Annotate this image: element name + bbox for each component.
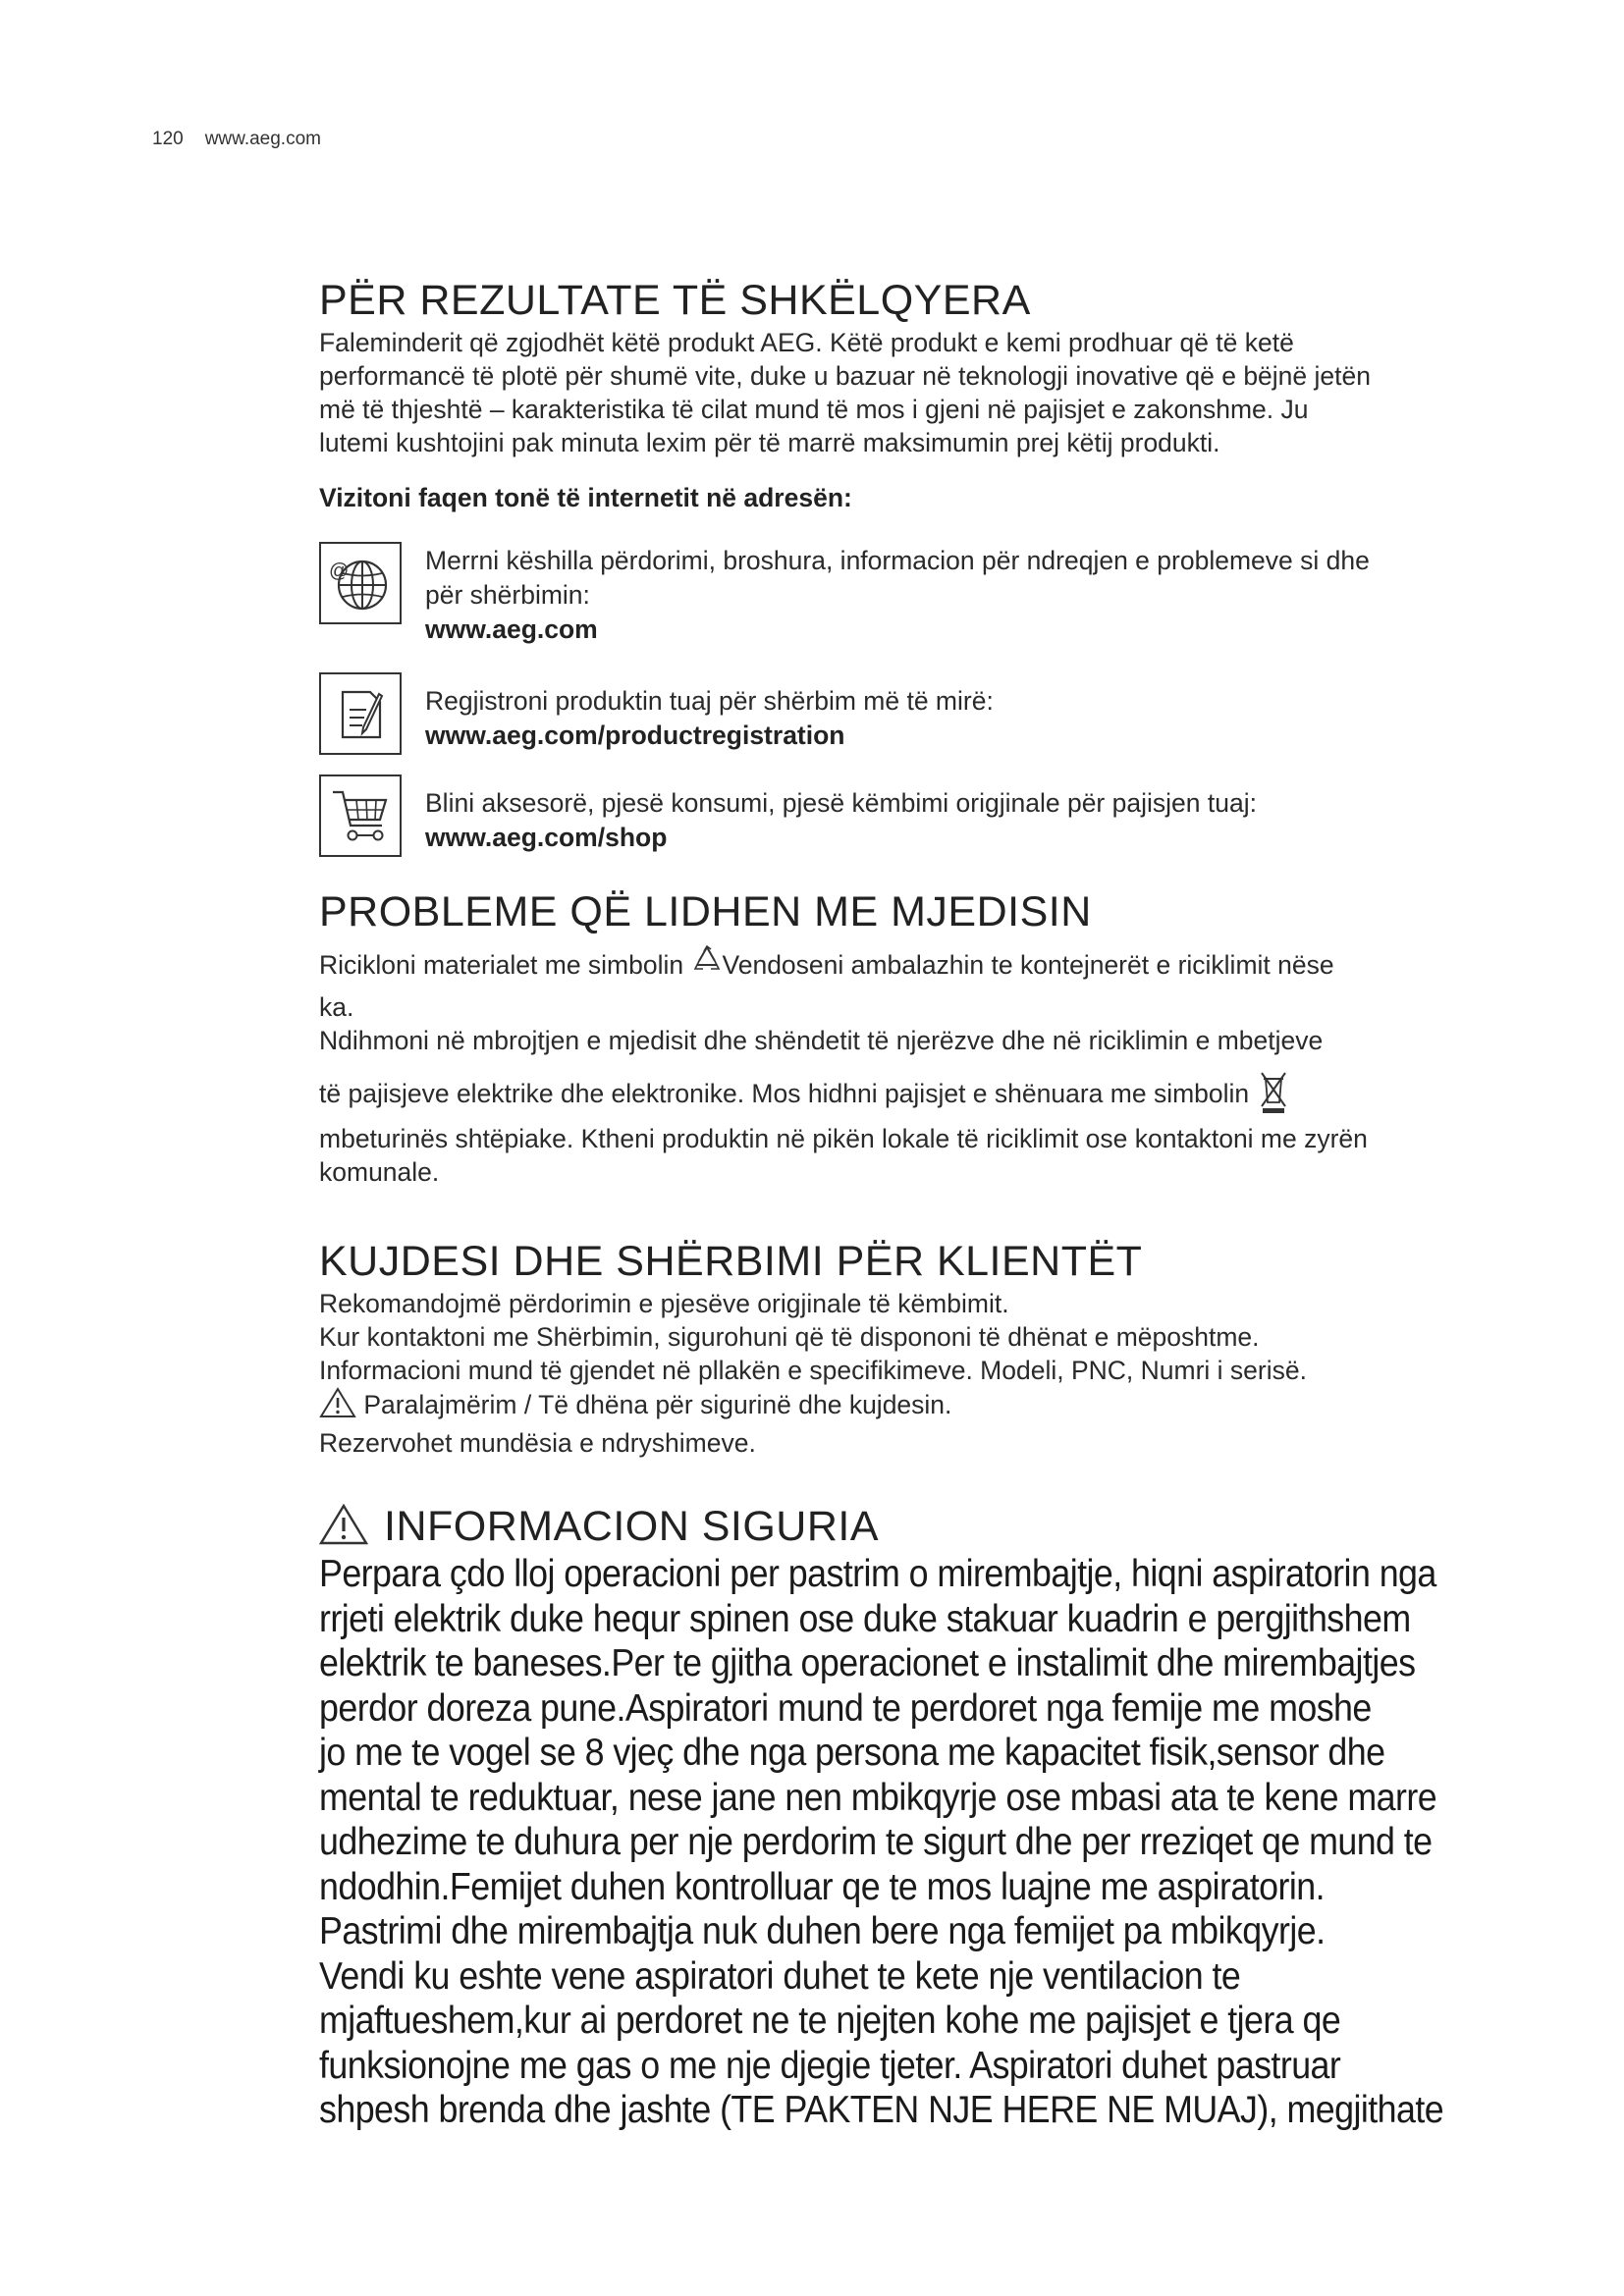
section-title-environment: PROBLEME QË LIDHEN ME MJEDISIN [319, 888, 1092, 935]
text-line: më të thjeshtë – karakteristika të cilat mund të mos i gjeni në pajisjet e zakonshme. Ju [319, 395, 1309, 424]
text-line: Regjistroni produktin tuaj për shërbim më të mirë: [425, 686, 994, 716]
text-line: Rezervohet mundësia e ndryshimeve. [319, 1428, 756, 1458]
intro-paragraph [319, 326, 1507, 459]
text-line: Perpara çdo lloj operacioni per pastrim o mirembajtje, hiqni aspiratorin nga [319, 1553, 1436, 1595]
text-line: Faleminderit që zgjodhët këtë produkt AEG. Këtë produkt e kemi prodhuar që të ketë [319, 328, 1294, 357]
svg-text:@: @ [329, 561, 350, 582]
text-line: komunale. [319, 1157, 440, 1187]
section-title-results: PËR REZULTATE TË SHKËLQYERA [319, 277, 1031, 324]
text-line: elektrik te baneses.Per te gjitha operacionet e instalimit dhe mirembajtjes [319, 1642, 1416, 1684]
recycle-icon [691, 943, 723, 990]
text-segment: Ricikloni materialet me simbolin [319, 950, 684, 980]
text-line: rrjeti elektrik duke hequr spinen ose duke stakuar kuadrin e pergjithshem [319, 1597, 1411, 1640]
text-line: Informacioni mund të gjendet në pllakën e specifikimeve. Modeli, PNC, Numri i serisë. [319, 1356, 1307, 1385]
text-segment: Vendoseni ambalazhin te kontejnerët e riciklimit nëse [722, 950, 1334, 980]
text-line: mjaftueshem,kur ai perdoret ne te njejten kohe me pajisjet e tjera qe [319, 2000, 1341, 2042]
text-line: ka. [319, 992, 354, 1022]
warning-icon [319, 1504, 384, 1550]
visit-label: Vizitoni faqen tonë të internetit në adresën: [319, 483, 852, 512]
text-line: performancë të plotë për shumë vite, duke u bazuar në teknologji inovative që e bëjnë jetën [319, 361, 1371, 391]
text-line [319, 943, 1507, 990]
text-line: mbeturinës shtëpiake. Ktheni produktin në pikën lokale të riciklimit ose kontaktoni me zyrën [319, 1124, 1368, 1153]
text-line: ndodhin.Femijet duhen kontrolluar qe te mos luajne me aspiratorin. [319, 1865, 1326, 1908]
text-line: Ndihmoni në mbrojtjen e mjedisit dhe shëndetit të njerëzve dhe në riciklimin e mbetjeve [319, 1026, 1324, 1055]
safety-title-row [319, 1501, 1507, 1552]
customer-care-section [319, 1236, 1507, 1460]
text-line [319, 1387, 1507, 1426]
link-row-registration [319, 672, 1507, 755]
text-line: Merrni këshilla përdorimi, broshura, informacion për ndreqjen e problemeve si dhe [425, 546, 1370, 575]
section-title-customer-care: KUJDESI DHE SHËRBIMI PËR KLIENTËT [319, 1238, 1143, 1285]
text-line: mental te reduktuar, nese jane nen mbikqyrje ose mbasi ata te kene marre [319, 1776, 1437, 1819]
section-title-safety: INFORMACION SIGURIA [384, 1503, 880, 1550]
link-text-support [425, 542, 1370, 647]
globe-icon [319, 542, 402, 624]
register-icon [319, 672, 402, 755]
safety-paragraph [319, 1552, 1515, 2133]
page-content [319, 275, 1507, 2133]
url-link-registration[interactable]: www.aeg.com/productregistration [425, 721, 845, 750]
text-line: perdor doreza pune.Aspiratori mund te perdoret nga femije me moshe [319, 1686, 1372, 1730]
url-link-shop[interactable]: www.aeg.com/shop [425, 823, 668, 852]
text-line: lutemi kushtojini pak minuta lexim për të marrë maksimumin prej këtij produkti. [319, 428, 1220, 457]
text-segment: të pajisjeve elektrike dhe elektronike. Mos hidhni pajisjet e shënuara me simbolin [319, 1079, 1250, 1108]
text-line: për shërbimin: [425, 580, 590, 610]
cart-icon [319, 774, 402, 857]
page-header [152, 129, 321, 150]
safety-section [319, 1501, 1507, 2133]
text-segment: Paralajmërim / Të dhëna për sigurinë dhe kujdesin. [363, 1390, 952, 1419]
text-line: shpesh brenda dhe jashte (TE PAKTEN NJE HERE NE MUAJ), megjithate [319, 2089, 1444, 2131]
text-line: Kur kontaktoni me Shërbimin, sigurohuni që të dispononi të dhënat e mëposhtme. [319, 1322, 1260, 1352]
page-number: 120 [152, 129, 184, 149]
text-line: Vendi ku eshte vene aspiratori duhet te kete nje ventilacion te [319, 1954, 1241, 1998]
link-row-support [319, 542, 1507, 647]
link-text-registration [425, 672, 994, 753]
text-line: jo me te vogel se 8 vjeç dhe nga persona me kapacitet fisik,sensor dhe [319, 1732, 1385, 1774]
warning-icon [319, 1387, 356, 1426]
environment-section [319, 886, 1507, 1189]
weee-bin-icon [1257, 1069, 1290, 1122]
link-text-shop [425, 774, 1257, 855]
text-line [319, 1069, 1507, 1122]
link-row-shop [319, 774, 1507, 857]
text-line: Blini aksesorë, pjesë konsumi, pjesë këmbimi origjinale për pajisjen tuaj: [425, 788, 1257, 818]
text-line: Rekomandojmë përdorimin e pjesëve origjinale të këmbimit. [319, 1289, 1009, 1318]
url-link-main[interactable]: www.aeg.com [425, 614, 598, 644]
text-line: Pastrimi dhe mirembajtja nuk duhen bere nga femijet pa mbikqyrje. [319, 1910, 1326, 1952]
header-site: www.aeg.com [204, 129, 321, 149]
text-line: funksionojne me gas o me nje djegie tjeter. Aspiratori duhet pastruar [319, 2044, 1341, 2087]
text-line: udhezime te duhura per nje perdorim te sigurt dhe per rreziqet qe mund te [319, 1821, 1433, 1863]
